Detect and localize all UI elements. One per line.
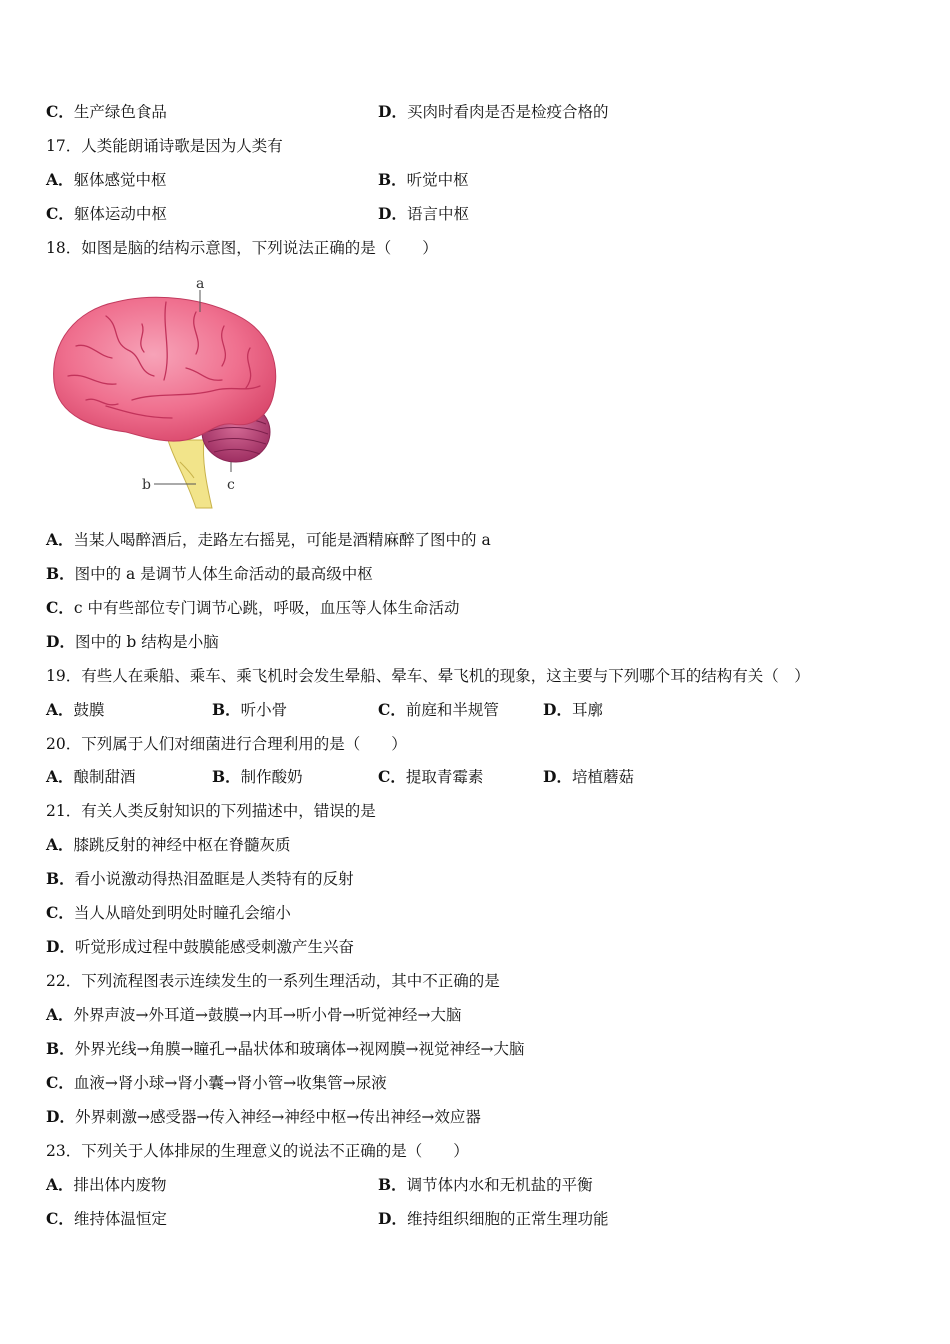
- q17-stem: 17．人类能朗诵诗歌是因为人类有: [46, 137, 283, 155]
- q19-option-c: C．前庭和半规管: [378, 700, 499, 719]
- q19-option-d: D．耳廓: [543, 700, 603, 719]
- label-b: b: [142, 477, 151, 493]
- q20-option-a: A．酿制甜酒: [46, 767, 136, 786]
- q19-option-b: B．听小骨: [212, 700, 288, 719]
- q23-option-a: A．排出体内废物: [46, 1175, 167, 1194]
- q19-option-a: A．鼓膜: [46, 700, 105, 719]
- q18-option-d: D．图中的 b 结构是小脑: [46, 632, 219, 651]
- q20-stem: 20．下列属于人们对细菌进行合理利用的是（ ）: [46, 735, 407, 753]
- q21-option-d: D．听觉形成过程中鼓膜能感受刺激产生兴奋: [46, 937, 354, 956]
- q21-option-c: C．当人从暗处到明处时瞳孔会缩小: [46, 903, 291, 922]
- q22-stem: 22．下列流程图表示连续发生的一系列生理活动，其中不正确的是: [46, 972, 500, 990]
- q22-option-a: A．外界声波→外耳道→鼓膜→内耳→听小骨→听觉神经→大脑: [46, 1005, 462, 1024]
- q18-stem: 18．如图是脑的结构示意图，下列说法正确的是（ ）: [46, 239, 438, 257]
- q16-option-c: C．生产绿色食品: [46, 102, 167, 121]
- label-c: c: [227, 477, 235, 493]
- label-a: a: [196, 276, 205, 292]
- q20-option-c: C．提取青霉素: [378, 767, 484, 786]
- q20-option-d: D．培植蘑菇: [543, 767, 634, 786]
- brainstem-shape: [168, 440, 212, 508]
- q18-option-a: A．当某人喝醉酒后，走路左右摇晃，可能是酒精麻醉了图中的 a: [46, 530, 491, 549]
- q23-stem: 23．下列关于人体排尿的生理意义的说法不正确的是（ ）: [46, 1142, 469, 1160]
- q18-option-b: B．图中的 a 是调节人体生命活动的最高级中枢: [46, 564, 373, 583]
- q20-option-b: B．制作酸奶: [212, 767, 303, 786]
- q22-option-c: C．血液→肾小球→肾小囊→肾小管→收集管→尿液: [46, 1073, 387, 1092]
- q17-option-c: C．躯体运动中枢: [46, 204, 167, 223]
- q21-option-b: B．看小说激动得热泪盈眶是人类特有的反射: [46, 869, 354, 888]
- q22-option-b: B．外界光线→角膜→瞳孔→晶状体和玻璃体→视网膜→视觉神经→大脑: [46, 1039, 525, 1058]
- brain-diagram: [46, 272, 286, 514]
- q23-option-d: D．维持组织细胞的正常生理功能: [378, 1209, 609, 1228]
- q21-stem: 21．有关人类反射知识的下列描述中，错误的是: [46, 802, 376, 820]
- q21-option-a: A．膝跳反射的神经中枢在脊髓灰质: [46, 835, 291, 854]
- q23-option-c: C．维持体温恒定: [46, 1209, 167, 1228]
- q17-option-a: A．躯体感觉中枢: [46, 170, 167, 189]
- q16-option-d: D．买肉时看肉是否是检疫合格的: [378, 102, 609, 121]
- q19-stem: 19．有些人在乘船、乘车、乘飞机时会发生晕船、晕车、晕飞机的现象，这主要与下列哪个耳的结构有关（ ）: [46, 667, 810, 685]
- q22-option-d: D．外界刺激→感受器→传入神经→神经中枢→传出神经→效应器: [46, 1107, 481, 1126]
- q17-option-d: D．语言中枢: [378, 204, 469, 223]
- q18-option-c: C．c 中有些部位专门调节心跳，呼吸，血压等人体生命活动: [46, 598, 460, 617]
- q23-option-b: B．调节体内水和无机盐的平衡: [378, 1175, 593, 1194]
- q17-option-b: B．听觉中枢: [378, 170, 469, 189]
